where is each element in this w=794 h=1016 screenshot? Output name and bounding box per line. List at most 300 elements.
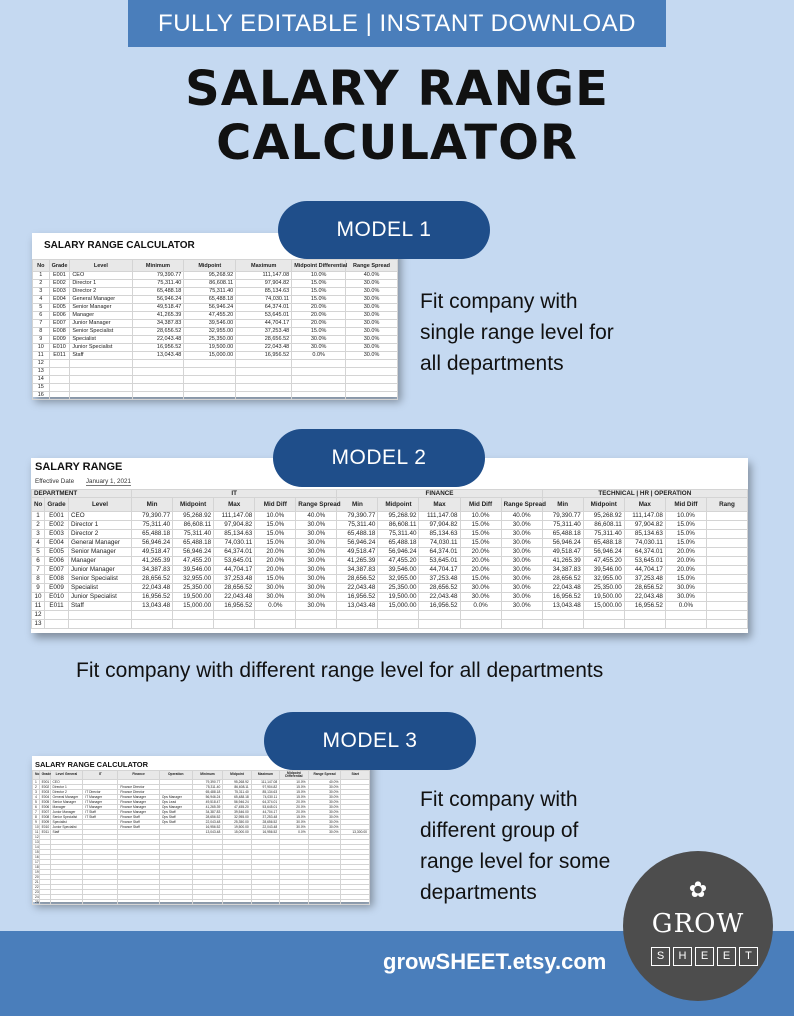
table-cell: E005 [45, 548, 69, 557]
table-cell: 7 [32, 566, 45, 575]
table-cell: 15.0% [665, 521, 706, 530]
table-cell [292, 392, 346, 400]
column-header: Minimum [192, 771, 223, 780]
table-cell: 95,268.92 [378, 512, 419, 521]
table-row [33, 296, 398, 304]
table-cell: 3 [33, 288, 50, 296]
table-cell: 15,000.00 [378, 602, 419, 611]
model-1-desc-line: single range level for [420, 321, 614, 344]
sheet-3-table [32, 770, 370, 905]
table-cell [378, 611, 419, 620]
table-cell: Manager [50, 805, 83, 810]
model-1-desc-line: Fit company with [420, 290, 578, 313]
table-cell: 15.0% [255, 530, 296, 539]
logo-letters [651, 947, 758, 966]
table-cell: 16,956.52 [192, 825, 223, 830]
model-3-desc-line: departments [420, 881, 537, 904]
table-cell: Director 2 [50, 790, 83, 795]
table-cell: 9 [33, 336, 50, 344]
table-cell: 30.0% [296, 584, 337, 593]
table-row [33, 360, 398, 368]
table-cell: 28,656.52 [337, 575, 378, 584]
table-cell [70, 368, 132, 376]
table-cell: 97,904.82 [419, 521, 460, 530]
table-cell: 95,268.92 [223, 780, 251, 785]
table-cell: E010 [45, 593, 69, 602]
column-header: Rang [706, 498, 747, 512]
table-cell: 79,390.77 [337, 512, 378, 521]
model-1-label: MODEL 1 [278, 201, 490, 259]
table-cell: 22,043.48 [214, 593, 255, 602]
table-cell: 30.0% [346, 288, 398, 296]
table-cell: 15.0% [665, 530, 706, 539]
logo-letter: E [717, 947, 736, 966]
department-name: FINANCE [337, 490, 542, 498]
table-cell: 8 [33, 815, 40, 820]
table-cell [173, 620, 214, 629]
table-cell: 22,043.48 [132, 584, 173, 593]
table-cell: Specialist [50, 820, 83, 825]
table-cell: 30.0% [308, 820, 341, 825]
table-cell: Senior Specialist [50, 815, 83, 820]
table-cell: 95,268.92 [173, 512, 214, 521]
table-cell: 97,904.82 [236, 280, 292, 288]
table-cell: 30.0% [296, 548, 337, 557]
growsheet-logo [623, 851, 773, 1001]
table-cell: 39,546.00 [583, 566, 624, 575]
column-header: Mid Diff [460, 498, 501, 512]
table-cell: 0.0% [665, 602, 706, 611]
column-header: Midpoint [223, 771, 251, 780]
table-cell: 16,956.52 [542, 593, 583, 602]
table-cell: 22,043.48 [624, 593, 665, 602]
table-cell: Finance Director [118, 790, 160, 795]
table-cell: 85,134.63 [214, 530, 255, 539]
table-cell: 10 [33, 825, 40, 830]
table-cell: 56,946.24 [132, 539, 173, 548]
table-cell: 16 [33, 855, 40, 860]
table-cell [583, 620, 624, 629]
table-cell [45, 611, 69, 620]
table-cell: 20.0% [280, 810, 308, 815]
effective-date [35, 478, 131, 485]
table-cell: 23 [33, 890, 40, 895]
column-header: Min [337, 498, 378, 512]
table-cell: 28,656.52 [251, 820, 279, 825]
table-cell: E009 [39, 820, 50, 825]
table-cell: 13 [33, 368, 50, 376]
table-cell: 22,043.48 [236, 344, 292, 352]
table-cell: 32,955.00 [173, 575, 214, 584]
header-row [32, 498, 748, 512]
table-cell: 8 [32, 575, 45, 584]
table-cell: Ops Staff [159, 820, 192, 825]
table-cell: 15.0% [280, 815, 308, 820]
table-row [32, 611, 748, 620]
column-header: Grade [49, 260, 70, 272]
table-cell [706, 593, 747, 602]
table-cell: 28,656.52 [624, 584, 665, 593]
column-header: Range Spread [308, 771, 341, 780]
model-3-desc-line: Fit company with [420, 788, 578, 811]
table-cell [292, 384, 346, 392]
table-cell: 111,147.08 [236, 272, 292, 280]
table-cell: 9 [33, 820, 40, 825]
table-cell: 28,656.52 [214, 584, 255, 593]
table-cell: 30.0% [501, 530, 542, 539]
table-cell: 56,946.24 [173, 548, 214, 557]
table-row [32, 602, 748, 611]
table-cell: 15.0% [255, 539, 296, 548]
table-cell: 1 [33, 272, 50, 280]
table-cell: 65,488.18 [542, 530, 583, 539]
table-cell: 20.0% [460, 548, 501, 557]
table-cell: 0.0% [255, 602, 296, 611]
table-cell: Junior Specialist [70, 344, 132, 352]
column-header: Maximum [236, 260, 292, 272]
table-cell [49, 368, 70, 376]
table-cell: 28,656.52 [419, 584, 460, 593]
table-cell: 0.0% [292, 352, 346, 360]
top-banner: FULLY EDITABLE | INSTANT DOWNLOAD [128, 0, 666, 47]
table-cell: Ops Staff [159, 810, 192, 815]
table-cell [378, 620, 419, 629]
table-cell [346, 392, 398, 400]
table-cell: E003 [49, 288, 70, 296]
table-cell: 20.0% [292, 312, 346, 320]
table-row [33, 272, 398, 280]
model-2-label: MODEL 2 [273, 429, 485, 487]
model-2-description: Fit company with different range level for all departments [76, 659, 604, 682]
table-cell [542, 620, 583, 629]
logo-letter: E [695, 947, 714, 966]
table-cell: 37,253.48 [624, 575, 665, 584]
table-cell: E010 [49, 344, 70, 352]
table-cell [501, 620, 542, 629]
table-cell: 30.0% [501, 521, 542, 530]
table-cell: IT Manager [83, 800, 118, 805]
effective-date-value: January 1, 2021 [85, 478, 132, 485]
table-cell: Finance Staff [118, 825, 160, 830]
table-cell [346, 384, 398, 392]
table-cell: 30.0% [296, 575, 337, 584]
table-cell: 0.0% [280, 830, 308, 835]
table-cell: 30.0% [280, 825, 308, 830]
table-cell: 15.0% [460, 530, 501, 539]
table-cell: 65,488.18 [132, 288, 184, 296]
table-cell [346, 360, 398, 368]
table-cell: 65,488.18 [192, 790, 223, 795]
table-cell: 15.0% [292, 328, 346, 336]
table-cell [583, 611, 624, 620]
table-cell [132, 620, 173, 629]
table-cell: 64,374.01 [624, 548, 665, 557]
effective-date-label: Effective Date [35, 478, 75, 485]
table-row [33, 320, 398, 328]
column-header: No [33, 260, 50, 272]
column-header: Operation [159, 771, 192, 780]
column-header: Start [341, 771, 370, 780]
model-1-description [420, 286, 614, 379]
table-cell: 28,656.52 [542, 575, 583, 584]
table-cell: 22,043.48 [192, 820, 223, 825]
column-header: Mid Diff [665, 498, 706, 512]
table-cell: 30.0% [308, 800, 341, 805]
table-cell: 10 [32, 593, 45, 602]
sheet-3-title: SALARY RANGE CALCULATOR [35, 760, 149, 769]
table-cell: 4 [32, 539, 45, 548]
column-header: Midpoint [184, 260, 236, 272]
table-cell: Manager [70, 312, 132, 320]
column-header: Midpoint Differential [292, 260, 346, 272]
logo-letter: S [651, 947, 670, 966]
column-header: Min [542, 498, 583, 512]
table-cell [665, 620, 706, 629]
table-cell: 30.0% [308, 810, 341, 815]
logo-letter: T [739, 947, 758, 966]
table-cell: 65,488.18 [223, 795, 251, 800]
table-cell: 65,488.18 [184, 296, 236, 304]
table-cell [132, 360, 184, 368]
table-cell: 53,645.01 [624, 557, 665, 566]
table-cell [706, 548, 747, 557]
shop-link[interactable]: growSHEET.etsy.com [383, 949, 607, 974]
table-cell: 79,390.77 [192, 780, 223, 785]
table-cell: 2 [33, 785, 40, 790]
table-cell: E010 [39, 825, 50, 830]
table-cell [706, 575, 747, 584]
table-cell: 15.0% [460, 521, 501, 530]
table-cell: 47,455.20 [223, 805, 251, 810]
title-line-2: CALCULATOR [216, 115, 578, 171]
table-cell [70, 384, 132, 392]
table-cell: 15,000.00 [173, 602, 214, 611]
table-cell: 40.0% [501, 512, 542, 521]
table-cell: 30.0% [292, 344, 346, 352]
table-cell [184, 392, 236, 400]
table-cell [132, 384, 184, 392]
table-cell: 30.0% [255, 584, 296, 593]
table-cell: 15,000.00 [583, 602, 624, 611]
table-cell [346, 368, 398, 376]
table-cell: 14 [33, 845, 40, 850]
table-cell: 13,043.48 [132, 602, 173, 611]
column-header: Level General [50, 771, 83, 780]
table-cell [292, 376, 346, 384]
table-cell: 13,043.48 [132, 352, 184, 360]
table-cell: Director 1 [70, 280, 132, 288]
table-cell: Senior Manager [69, 548, 132, 557]
table-row [33, 376, 398, 384]
table-cell: E007 [49, 320, 70, 328]
table-cell: 86,608.11 [378, 521, 419, 530]
table-cell: 95,268.92 [184, 272, 236, 280]
table-cell [69, 620, 132, 629]
table-cell: 41,265.39 [192, 805, 223, 810]
column-header: Grade [45, 498, 69, 512]
table-cell: E002 [45, 521, 69, 530]
table-cell [255, 611, 296, 620]
table-cell: 13,043.48 [192, 830, 223, 835]
table-cell: Junior Manager [50, 810, 83, 815]
table-cell: 64,374.01 [236, 304, 292, 312]
table-cell [118, 900, 160, 905]
table-cell [251, 900, 279, 905]
table-cell: E007 [45, 566, 69, 575]
table-cell: 75,311.40 [173, 530, 214, 539]
table-cell [501, 611, 542, 620]
table-cell: 47,455.20 [378, 557, 419, 566]
table-cell: E004 [49, 296, 70, 304]
table-cell: General Manager [50, 795, 83, 800]
table-row [33, 344, 398, 352]
table-cell [706, 521, 747, 530]
table-cell: General Manager [69, 539, 132, 548]
table-cell: 41,265.39 [542, 557, 583, 566]
table-cell [292, 360, 346, 368]
table-cell: 15.0% [665, 575, 706, 584]
table-cell [184, 368, 236, 376]
table-cell: 30.0% [346, 280, 398, 288]
table-cell [337, 620, 378, 629]
table-cell: 4 [33, 296, 50, 304]
table-cell [706, 566, 747, 575]
column-header: Max [419, 498, 460, 512]
table-cell [236, 376, 292, 384]
table-cell: Finance Manager [118, 800, 160, 805]
table-cell: 85,134.63 [419, 530, 460, 539]
table-cell [39, 900, 50, 905]
table-cell: E008 [45, 575, 69, 584]
table-cell: 25,350.00 [184, 336, 236, 344]
column-header: No [33, 771, 40, 780]
table-cell: 30.0% [296, 539, 337, 548]
table-row [32, 548, 748, 557]
table-cell: E003 [45, 530, 69, 539]
table-cell: 30.0% [346, 304, 398, 312]
table-cell [292, 368, 346, 376]
table-cell: 30.0% [296, 566, 337, 575]
table-cell: Ops Staff [159, 815, 192, 820]
column-header: IT [83, 771, 118, 780]
table-cell: 111,147.08 [251, 780, 279, 785]
table-cell: E001 [49, 272, 70, 280]
table-cell: Staff [70, 352, 132, 360]
model-3-sheet [32, 756, 370, 902]
table-cell: Junior Specialist [69, 593, 132, 602]
table-cell: General Manager [70, 296, 132, 304]
table-cell: 21 [33, 880, 40, 885]
table-cell: 20.0% [255, 548, 296, 557]
table-row [33, 368, 398, 376]
table-cell: E001 [45, 512, 69, 521]
table-cell: 56,946.24 [542, 539, 583, 548]
model-3-desc-line: range level for some [420, 850, 611, 873]
column-header: Level [69, 498, 132, 512]
table-cell: 22,043.48 [542, 584, 583, 593]
table-cell [184, 376, 236, 384]
table-cell: 5 [32, 548, 45, 557]
table-cell: 1 [32, 512, 45, 521]
table-cell: 79,390.77 [542, 512, 583, 521]
table-cell: 22,043.48 [419, 593, 460, 602]
table-cell: 41,265.39 [337, 557, 378, 566]
table-cell: 3 [33, 790, 40, 795]
table-cell: E008 [39, 815, 50, 820]
department-name: IT [132, 490, 337, 498]
table-cell: Junior Specialist [50, 825, 83, 830]
table-cell: 15,000.00 [223, 830, 251, 835]
table-cell: 75,311.40 [223, 790, 251, 795]
table-cell [236, 368, 292, 376]
table-cell [706, 530, 747, 539]
table-cell [624, 611, 665, 620]
table-row [32, 530, 748, 539]
table-row [32, 584, 748, 593]
table-cell [214, 620, 255, 629]
table-cell: Junior Manager [70, 320, 132, 328]
column-header: Mid Diff [255, 498, 296, 512]
table-cell: 15.0% [280, 790, 308, 795]
table-cell: 41,265.39 [132, 312, 184, 320]
flower-icon: ✿ [688, 877, 708, 902]
table-row [33, 288, 398, 296]
table-cell: E007 [39, 810, 50, 815]
table-cell: 44,704.17 [214, 566, 255, 575]
table-cell: 30.0% [346, 344, 398, 352]
table-cell: Ops Manager [159, 795, 192, 800]
column-header: Midpoint [583, 498, 624, 512]
table-cell: 13,043.48 [542, 602, 583, 611]
table-cell: 6 [33, 805, 40, 810]
table-cell: 30.0% [346, 336, 398, 344]
table-cell: 74,030.11 [214, 539, 255, 548]
table-cell: 15.0% [292, 296, 346, 304]
table-cell [132, 611, 173, 620]
column-header: Level [70, 260, 132, 272]
table-cell: 22,043.48 [251, 825, 279, 830]
table-cell: 15 [33, 384, 50, 392]
model-3-label: MODEL 3 [264, 712, 476, 770]
table-cell: 34,387.83 [337, 566, 378, 575]
column-header: Midpoint [378, 498, 419, 512]
table-cell: 44,704.17 [236, 320, 292, 328]
table-cell: 28,656.52 [132, 575, 173, 584]
table-row [32, 566, 748, 575]
table-cell: 75,311.40 [132, 521, 173, 530]
table-cell: 49,518.47 [542, 548, 583, 557]
column-header: Grade [39, 771, 50, 780]
table-cell [308, 900, 341, 905]
table-cell [706, 584, 747, 593]
table-cell: 64,374.01 [214, 548, 255, 557]
table-cell [346, 376, 398, 384]
table-cell: 30.0% [292, 336, 346, 344]
table-cell: 19,500.00 [583, 593, 624, 602]
table-cell [280, 900, 308, 905]
table-cell: E004 [39, 795, 50, 800]
table-cell: E008 [49, 328, 70, 336]
table-cell: IT Staff [83, 810, 118, 815]
table-cell: 15.0% [292, 280, 346, 288]
table-cell [173, 611, 214, 620]
table-cell: 25 [33, 900, 40, 905]
table-cell: CEO [50, 780, 83, 785]
table-cell [83, 900, 118, 905]
table-cell [236, 384, 292, 392]
table-cell: 10.0% [665, 512, 706, 521]
table-cell: 13 [32, 620, 45, 629]
